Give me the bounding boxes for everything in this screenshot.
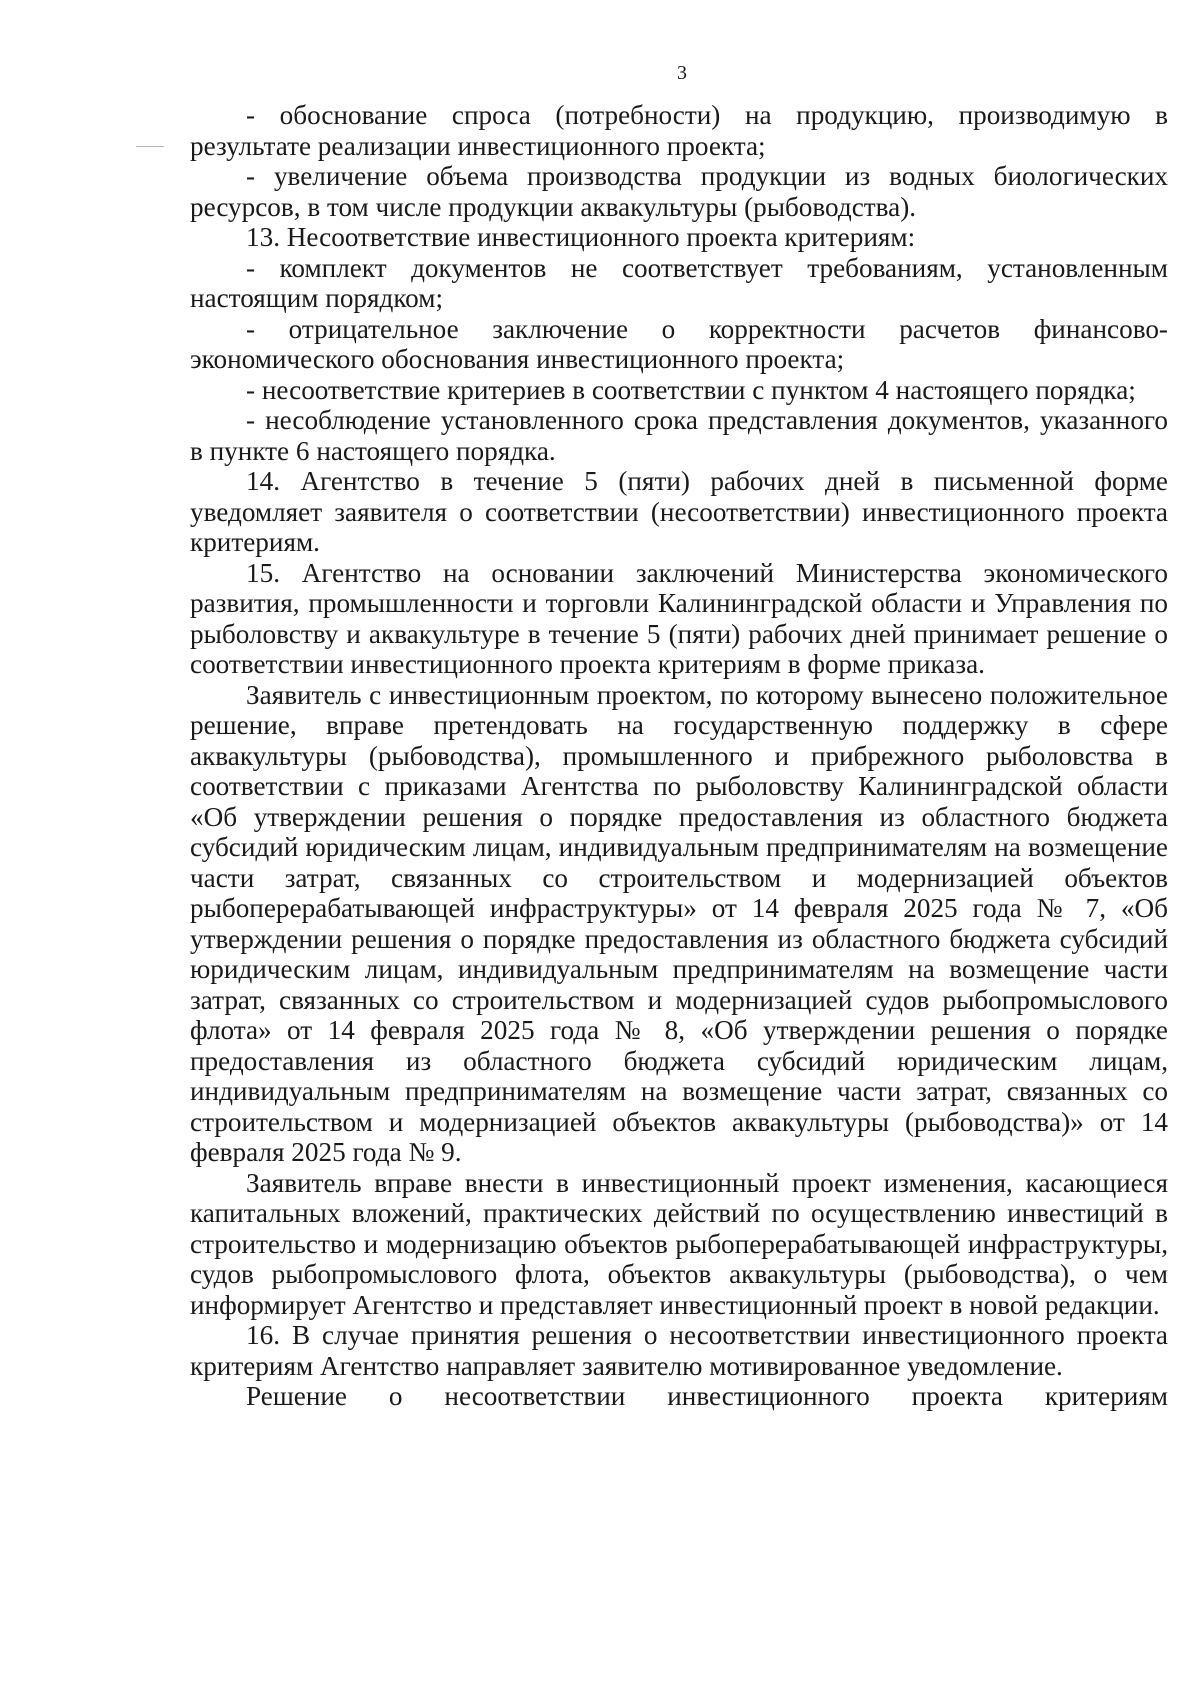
page-number: 3 [677,62,687,84]
paragraph-13-heading: 13. Несоответствие инвестиционного проекта критериям: [246,222,916,252]
paragraph-decision-continued: Решение о несоответствии инвестиционного проекта критериям [246,1381,1168,1411]
paragraph-applicant-changes: Заявитель вправе внести в инвестиционный проект изменения, касающиеся капитальных вложений, практических действий по осуществлению инвестиций в строительство и модернизацию объектов рыбоперерабатывающей инфраструктуры, судов рыбопромыслового флота, объектов аквакультуры (рыбоводства), о чем информирует Агентство и представляет инвестиционный проект в новой редакции. [190,1167,1168,1320]
paragraph-deadline-violation: - несоблюдение установленного срока представления документов, указанного в пункте 6 настоящего порядка. [190,405,1168,466]
paragraph-production-increase: - увеличение объема производства продукции из водных биологических ресурсов, в том числе продукции аквакультуры (рыбоводства). [190,161,1168,222]
paragraph-16: 16. В случае принятия решения о несоответствии инвестиционного проекта критериям Агентство направляет заявителю мотивированное уведомление. [190,1320,1168,1381]
paragraph-negative-conclusion: - отрицательное заключение о корректности расчетов финансово-экономического обоснования инвестиционного проекта; [190,313,1168,374]
paragraph-demand-justification: - обоснование спроса (потребности) на продукцию, производимую в результате реализации инвестиционного проекта; [190,100,1168,161]
paragraph-14: 14. Агентство в течение 5 (пяти) рабочих дней в письменной форме уведомляет заявителя о соответствии (несоответствии) инвестиционного проекта критериям. [190,466,1168,557]
paragraph-criteria-mismatch: - несоответствие критериев в соответствии с пунктом 4 настоящего порядка; [246,374,1136,405]
document-body [190,100,1168,1412]
paragraph-15: 15. Агентство на основании заключений Министерства экономического развития, промышленности и торговли Калининградской области и Управления по рыболовству и аквакультуре в течение 5 (пяти) рабочих дней принимает решение о соответствии инвестиционного проекта критериям в форме приказа. [190,557,1168,679]
margin-mark [136,146,164,147]
paragraph-applicant-support: Заявитель с инвестиционным проектом, по которому вынесено положительное решение, вправе претендовать на государственную поддержку в сфере аквакультуры (рыбоводства), промышленного и прибрежного рыболовства в соответствии с приказами Агентства по рыболовству Калининградской области «Об утверждении решения о порядке предоставления из областного бюджета субсидий юридическим лицам, индивидуальным предпринимателям на возмещение части затрат, связанных со строительством и модернизацией объектов рыбоперерабатывающей инфраструктуры» от 14 февраля 2025 года № 7, «Об утверждении решения о порядке предоставления из областного бюджета субсидий юридическим лицам, индивидуальным предпринимателям на возмещение части затрат, связанных со строительством и модернизацией судов рыбопромыслового флота» от 14 февраля 2025 года № 8, «Об утверждении решения о порядке предоставления из областного бюджета субсидий юридическим лицам, индивидуальным предпринимателям на возмещение части затрат, связанных со строительством и модернизацией объектов аквакультуры (рыбоводства)» от 14 февраля 2025 года № 9. [190,679,1168,1167]
paragraph-documents-mismatch: - комплект документов не соответствует требованиям, установленным настоящим порядком; [190,252,1168,313]
